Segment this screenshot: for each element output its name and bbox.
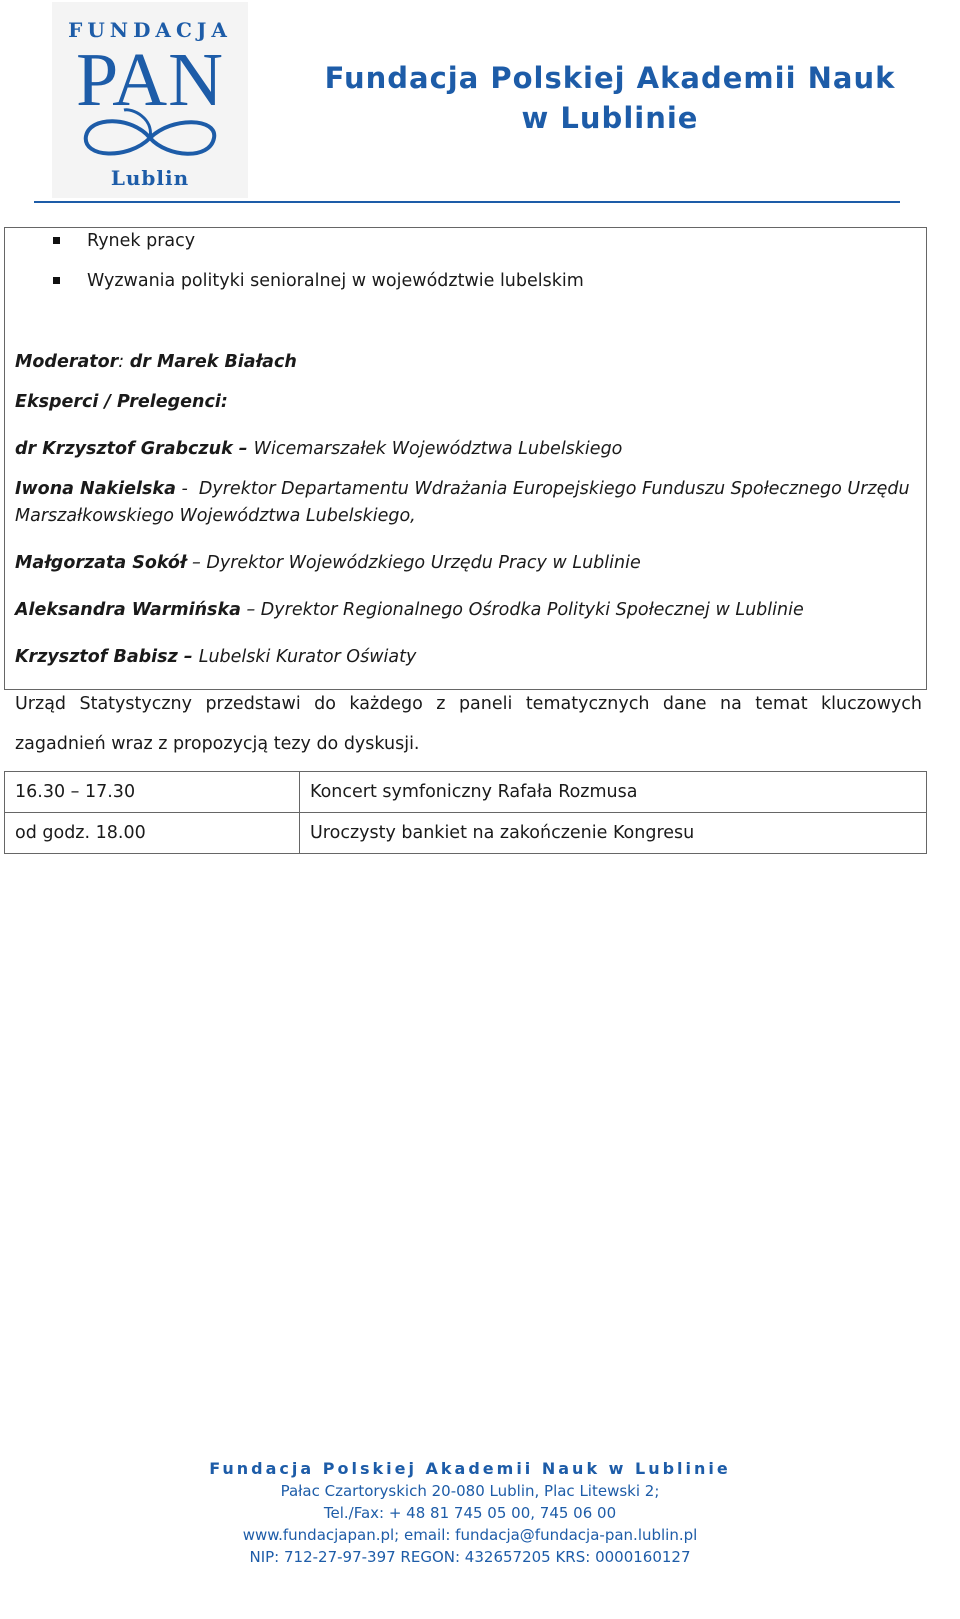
page-footer — [160, 1458, 780, 1568]
expert-entry — [15, 437, 622, 461]
logo-top-text: FUNDACJA — [68, 18, 232, 42]
organization-title — [300, 58, 920, 138]
expert-separator: - — [175, 479, 199, 499]
expert-entry — [15, 645, 416, 669]
experts-heading: Eksperci / Prelegenci: — [15, 392, 228, 412]
footer-registration-ids: NIP: 712-27-97-397 REGON: 432657205 KRS: 0000160127 — [249, 1548, 691, 1566]
footer-web-email: www.fundacjapan.pl; email: fundacja@fundacja-pan.lublin.pl — [242, 1526, 698, 1544]
expert-entry — [15, 477, 910, 501]
expert-role: Dyrektor Regionalnego Ośrodka Polityki Społecznej w Lublinie — [260, 600, 804, 620]
expert-name: Krzysztof Babisz — [15, 647, 178, 667]
footer-address: Pałac Czartoryskich 20-080 Lublin, Plac Litewski 2; — [280, 1482, 660, 1500]
expert-separator: – — [186, 553, 207, 573]
organization-title-line2: w Lublinie — [521, 101, 699, 135]
statistics-note: Urząd Statystyczny przedstawi do każdego z paneli tematycznych dane na temat kluczowych zagadnień wraz z propozycją tezy do dyskusji. — [15, 694, 922, 754]
expert-name: dr Krzysztof Grabczuk — [15, 439, 233, 459]
expert-separator: – — [177, 647, 199, 667]
schedule-event: Koncert symfoniczny Rafała Rozmusa — [300, 772, 927, 813]
moderator-separator: : — [118, 352, 130, 372]
expert-role: Wicemarszałek Województwa Lubelskiego — [253, 439, 623, 459]
logo-bottom-text: Lublin — [110, 166, 190, 190]
fundacja-pan-logo — [52, 2, 248, 198]
footer-phone: Tel./Fax: + 48 81 745 05 00, 745 06 00 — [323, 1504, 617, 1522]
logo-main-text: PAN — [75, 38, 225, 122]
header-divider — [34, 201, 900, 203]
footer-organization-name: Fundacja Polskiej Akademii Nauk w Lublinie — [209, 1459, 731, 1478]
bullet-item: Rynek pracy — [87, 231, 196, 251]
table-row — [5, 813, 927, 854]
moderator-line — [15, 350, 297, 374]
schedule-time: od godz. 18.00 — [5, 813, 300, 854]
expert-separator: – — [240, 600, 261, 620]
expert-role: Dyrektor Wojewódzkiego Urzędu Pracy w Lublinie — [206, 553, 641, 573]
bullet-marker — [53, 277, 60, 284]
moderator-label: Moderator — [15, 352, 119, 372]
schedule-table — [4, 771, 927, 854]
schedule-event: Uroczysty bankiet na zakończenie Kongresu — [300, 813, 927, 854]
table-row — [5, 772, 927, 813]
expert-role-continued: Marszałkowskiego Województwa Lubelskiego, — [15, 506, 416, 526]
expert-role: Lubelski Kurator Oświaty — [198, 647, 417, 667]
expert-separator: – — [232, 439, 254, 459]
organization-title-line1: Fundacja Polskiej Akademii Nauk — [324, 61, 896, 95]
expert-role: Dyrektor Departamentu Wdrażania Europejskiego Funduszu Społecznego Urzędu — [198, 479, 910, 499]
expert-name: Małgorzata Sokół — [15, 553, 187, 573]
expert-name: Aleksandra Warmińska — [15, 600, 241, 620]
infinity-swirl-icon — [72, 108, 228, 166]
bullet-marker — [53, 237, 60, 244]
bullet-item: Wyzwania polityki senioralnej w województwie lubelskim — [87, 271, 584, 291]
expert-name: Iwona Nakielska — [15, 479, 176, 499]
moderator-name: dr Marek Białach — [129, 352, 297, 372]
expert-entry — [15, 598, 804, 622]
expert-entry — [15, 551, 641, 575]
schedule-time: 16.30 – 17.30 — [5, 772, 300, 813]
